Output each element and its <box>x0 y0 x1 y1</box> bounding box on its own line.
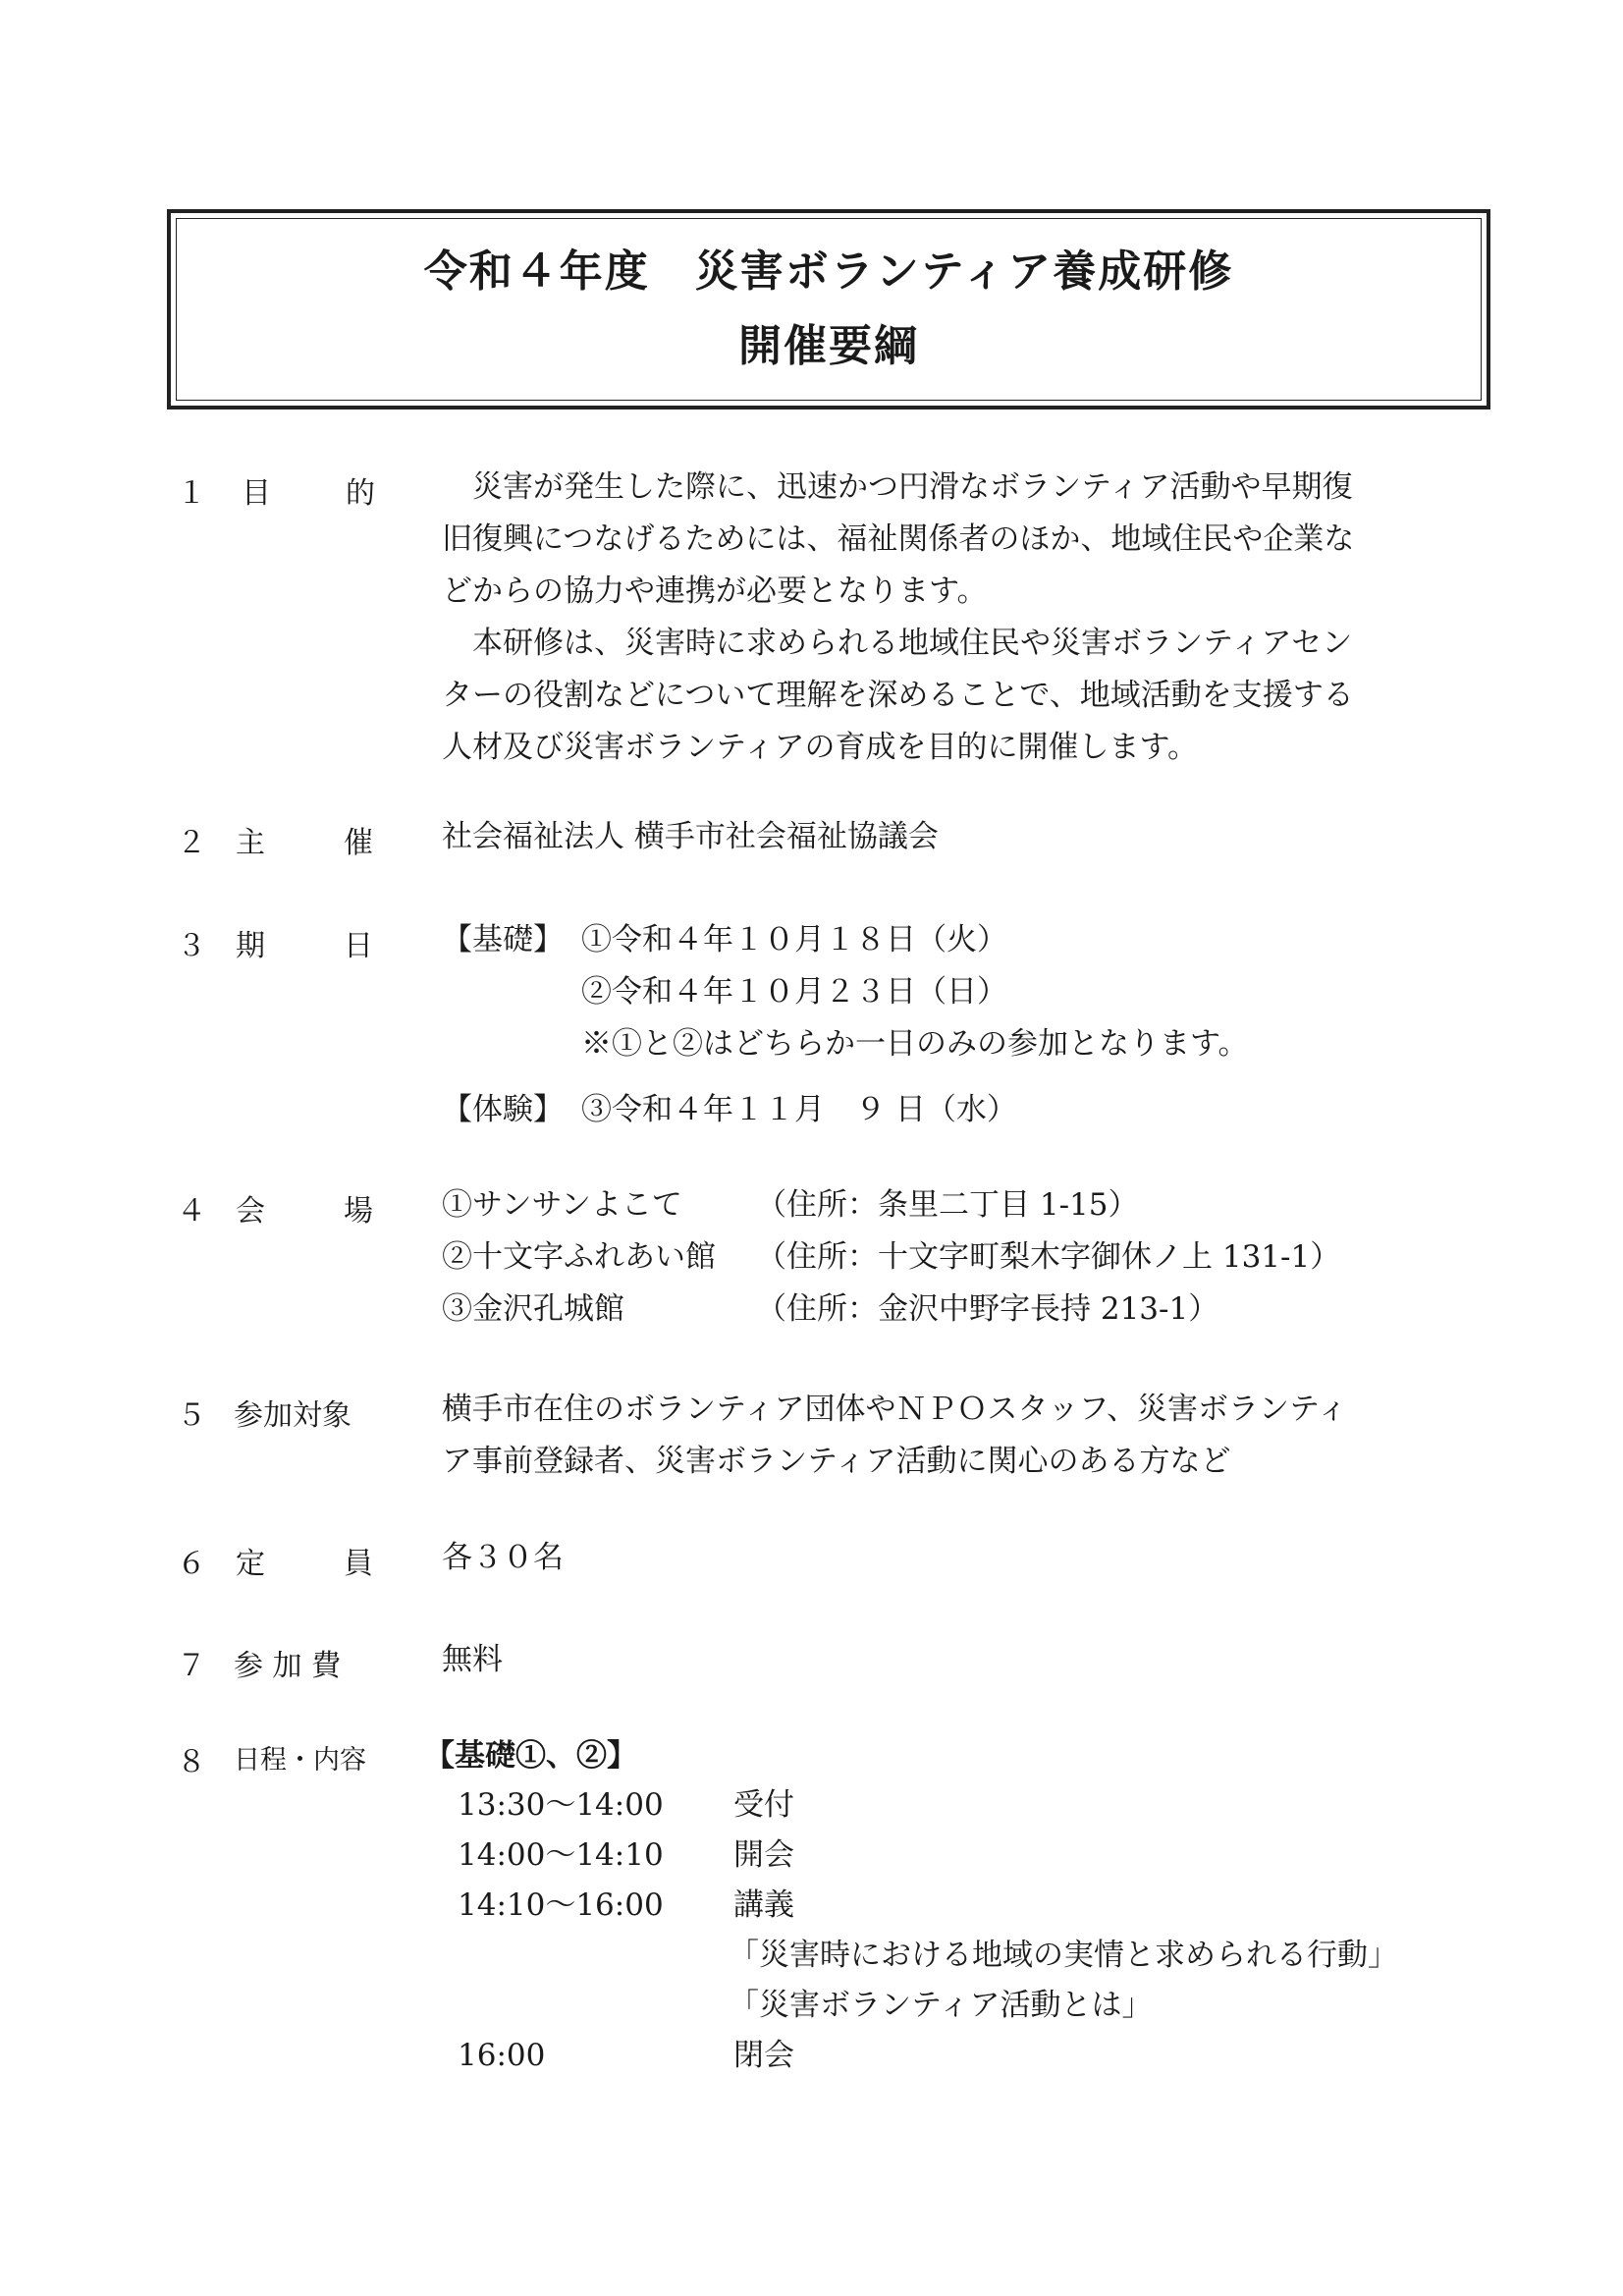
text-line: 災害が発生した際に、迅速かつ円滑なボランティア活動や早期復 <box>442 469 1353 505</box>
basic-date-2: ②令和４年１０月２３日（日） <box>581 974 1007 1010</box>
experience-tag: 【体験】 <box>442 1092 564 1127</box>
section-label: 主 <box>236 826 265 860</box>
experience-date: ③令和４年１１月 ９ 日（水） <box>581 1092 1017 1127</box>
section-number: ４ <box>177 1194 206 1229</box>
text-line: 横手市在住のボランティア団体やＮＰＯスタッフ、災害ボランティ <box>442 1392 1348 1427</box>
venue-name: ②十文字ふれあい館 <box>442 1239 716 1275</box>
capacity-text: 各３０名 <box>442 1540 564 1575</box>
section-label: 定 <box>236 1547 265 1581</box>
schedule-heading: 【基礎①、②】 <box>424 1738 637 1774</box>
section-label: 場 <box>344 1194 373 1229</box>
section-label: 期 <box>236 929 265 963</box>
section-label: 日程・内容 <box>234 1745 366 1776</box>
schedule-time: 16:00 <box>458 2038 546 2073</box>
dates-note: ※①と②はどちらか一日のみの参加となります。 <box>581 1026 1249 1062</box>
venue-name: ①サンサンよこて <box>442 1187 682 1223</box>
target-text <box>442 1384 1348 1488</box>
document-title: 令和４年度 災害ボランティア養成研修 <box>423 246 1234 297</box>
text-line: ア事前登録者、災害ボランティア活動に関心のある方など <box>442 1444 1231 1479</box>
schedule-time: 13:30～14:00 <box>458 1787 664 1823</box>
section-number: ２ <box>177 826 206 860</box>
section-label: 日 <box>344 929 373 963</box>
section-label: 的 <box>346 476 375 511</box>
schedule-time: 14:00～14:10 <box>458 1837 664 1873</box>
schedule-time: 14:10～16:00 <box>458 1887 664 1923</box>
basic-date-1: ①令和４年１０月１８日（火） <box>581 922 1007 957</box>
text-line: ターの役割などについて理解を深めることで、地域活動を支援する <box>442 678 1354 713</box>
section-number: ６ <box>177 1547 206 1581</box>
purpose-text <box>442 462 1354 774</box>
title-inner-frame <box>176 218 1482 401</box>
section-number: ７ <box>177 1649 206 1683</box>
venue-address: （住所：条里二丁目 1-15） <box>756 1187 1139 1223</box>
section-number: １ <box>177 476 206 511</box>
section-label: 参 加 費 <box>234 1649 342 1683</box>
venue-address: （住所：十文字町梨木字御休ノ上 131-1） <box>756 1239 1341 1275</box>
organizer-text: 社会福祉法人 横手市社会福祉協議会 <box>442 819 939 854</box>
venue-name: ③金沢孔城館 <box>442 1291 624 1327</box>
schedule-item: 「災害ボランティア活動とは」 <box>729 1988 1153 2023</box>
section-label: 員 <box>344 1547 373 1581</box>
section-number: ８ <box>177 1745 206 1779</box>
basic-tag: 【基礎】 <box>442 922 564 957</box>
section-label: 参加対象 <box>234 1398 352 1433</box>
venue-address: （住所：金沢中野字長持 213-1） <box>756 1291 1219 1327</box>
section-number: ５ <box>177 1398 206 1433</box>
text-line: 旧復興につなげるためには、福祉関係者のほか、地域住民や企業な <box>442 521 1355 557</box>
schedule-item: 講義 <box>733 1887 794 1923</box>
schedule-item: 受付 <box>733 1787 794 1823</box>
text-line: どからの協力や連携が必要となります。 <box>442 574 988 609</box>
fee-text: 無料 <box>442 1642 503 1677</box>
document-subtitle: 開催要綱 <box>738 321 919 371</box>
section-label: 目 <box>242 476 271 511</box>
schedule-item: 閉会 <box>733 2038 794 2073</box>
schedule-item: 「災害時における地域の実情と求められる行動」 <box>729 1938 1398 1973</box>
text-line: 人材及び災害ボランティアの育成を目的に開催します。 <box>442 730 1199 765</box>
schedule-item: 開会 <box>733 1837 794 1873</box>
title-box <box>167 209 1490 410</box>
section-number: ３ <box>177 929 206 963</box>
text-line: 本研修は、災害時に求められる地域住民や災害ボランティアセン <box>442 626 1353 661</box>
section-label: 会 <box>236 1194 265 1229</box>
section-label: 催 <box>344 826 373 860</box>
